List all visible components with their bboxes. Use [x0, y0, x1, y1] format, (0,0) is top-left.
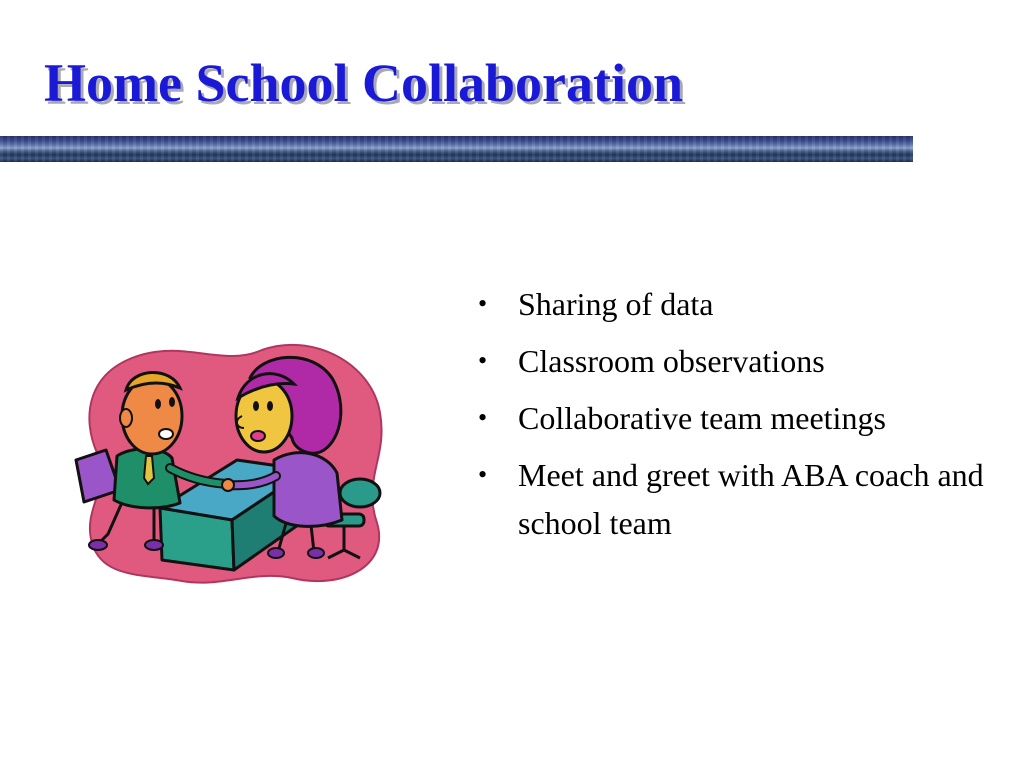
- bullet-text: Collaborative team meetings: [518, 400, 886, 436]
- bullet-dot-icon: •: [478, 346, 488, 375]
- bullet-item: [478, 394, 998, 442]
- bullet-text: Classroom observations: [518, 343, 825, 379]
- bullet-text: Sharing of data: [518, 286, 714, 322]
- bullet-item: [478, 451, 998, 547]
- title-divider-bar: [0, 136, 913, 162]
- bullet-dot-icon: •: [478, 460, 488, 489]
- meeting-clipart-icon: [62, 338, 392, 588]
- bullet-dot-icon: •: [478, 289, 488, 318]
- bullet-item: [478, 337, 998, 385]
- bullet-text: Meet and greet with ABA coach and school team: [518, 457, 984, 541]
- bullet-item: [478, 280, 998, 328]
- bullet-dot-icon: •: [478, 403, 488, 432]
- bullet-list: [478, 280, 998, 556]
- title-bar-texture: [0, 136, 913, 162]
- slide-title: Home School Collaboration: [44, 53, 684, 113]
